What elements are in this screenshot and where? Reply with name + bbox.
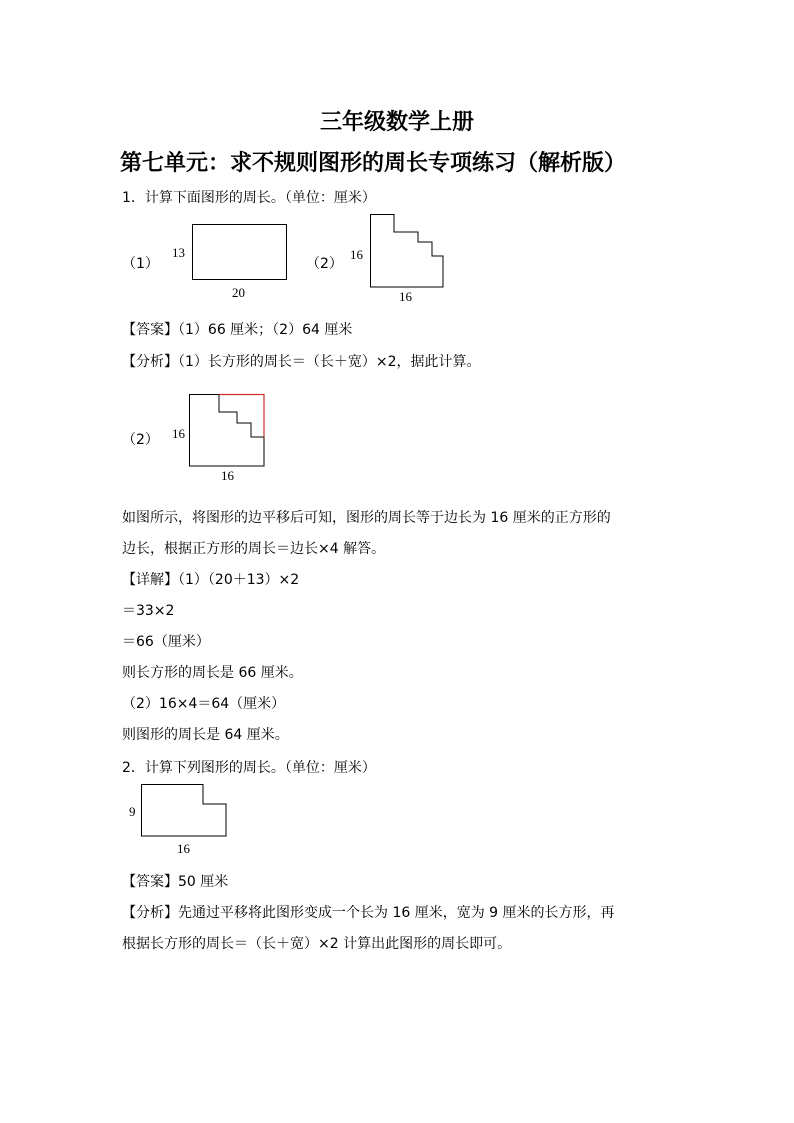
figure-1-height-label: 13 <box>172 245 185 260</box>
analysis-2-line-2: 根据长方形的周长＝（长＋宽）×2 计算出此图形的周长即可。 <box>122 936 512 952</box>
figure-2-label: （2） <box>306 256 343 272</box>
analysis-1: 【分析】（1）长方形的周长＝（长＋宽）×2，据此计算。 <box>122 354 481 370</box>
detail-line: ＝33×2 <box>122 603 175 619</box>
detail-line: ＝66（厘米） <box>122 634 210 650</box>
figure-1-label: （1） <box>122 256 159 272</box>
answer-1: 【答案】（1）66 厘米；（2）64 厘米 <box>122 322 353 338</box>
figure-1-width-label: 20 <box>232 285 245 300</box>
figure-2-staircase-shape <box>370 214 446 288</box>
detail-line: 则图形的周长是 64 厘米。 <box>122 727 289 743</box>
analysis-1-paragraph-line-1: 如图所示，将图形的边平移后可知，图形的周长等于边长为 16 厘米的正方形的 <box>122 510 611 526</box>
analysis-1-paragraph-line-2: 边长，根据正方形的周长＝边长×4 解答。 <box>122 541 386 557</box>
detail-line: （2）16×4＝64（厘米） <box>122 696 286 712</box>
figure-3-translated-square <box>189 394 267 468</box>
figure-3-width-label: 16 <box>221 468 234 483</box>
question-2: 2．计算下列图形的周长。（单位：厘米） <box>122 760 376 776</box>
question-2-height-label: 9 <box>129 804 136 819</box>
figure-3-label: （2） <box>122 432 159 448</box>
figure-1-rectangle <box>192 224 288 280</box>
page-subtitle: 第七单元：求不规则图形的周长专项练习（解析版） <box>120 151 627 176</box>
question-2-shape <box>141 784 229 839</box>
figure-2-width-label: 16 <box>399 289 412 304</box>
detail-line: 则长方形的周长是 66 厘米。 <box>122 665 303 681</box>
figure-3-height-label: 16 <box>172 426 185 441</box>
question-2-width-label: 16 <box>177 841 190 856</box>
answer-2: 【答案】50 厘米 <box>122 874 229 890</box>
analysis-2-line-1: 【分析】先通过平移将此图形变成一个长为 16 厘米，宽为 9 厘米的长方形，再 <box>122 905 615 921</box>
figure-2-height-label: 16 <box>350 247 363 262</box>
page-title: 三年级数学上册 <box>319 110 474 135</box>
question-1: 1．计算下面图形的周长。（单位：厘米） <box>122 190 376 206</box>
detail-line: 【详解】（1）（20＋13）×2 <box>122 572 300 588</box>
